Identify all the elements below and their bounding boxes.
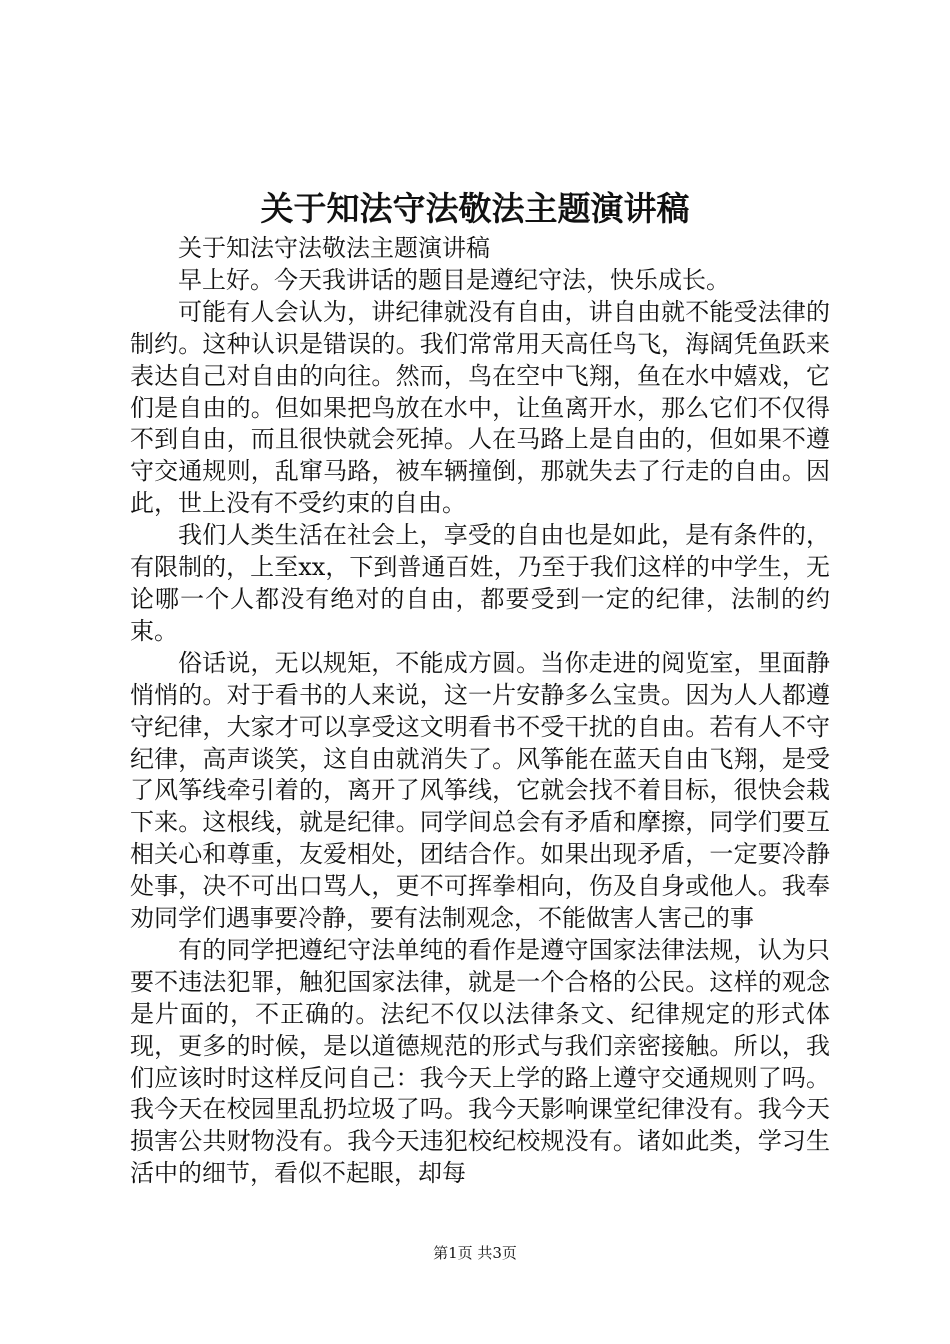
paragraph-subtitle: 关于知法守法敬法主题演讲稿 — [178, 234, 490, 262]
page-number-footer: 第1页 共3页 — [433, 1244, 517, 1262]
document-title: 关于知法守法敬法主题演讲稿 — [260, 189, 690, 228]
document-body — [130, 233, 830, 1190]
paragraph-society: 我们人类生活在社会上，享受的自由也是如此，是有条件的，有限制的，上至xx，下到普通百姓，乃至于我们这样的中学生，无论哪一个人都没有绝对的自由，都要受到一定的纪律，法制的约束。 — [130, 521, 830, 645]
paragraph-discipline: 有的同学把遵纪守法单纯的看作是遵守国家法律法规，认为只要不违法犯罪，触犯国家法律，就是一个合格的公民。这样的观念是片面的，不正确的。法纪不仅以法律条文、纪律规定的形式体现，更多的时候，是以道德规范的形式与我们亲密接触。所以，我们应该时时这样反问自己：我今天上学的路上遵守交通规则了吗。我今天在校园里乱扔垃圾了吗。我今天影响课堂纪律没有。我今天损害公共财物没有。我今天违犯校纪校规没有。诸如此类，学习生活中的细节，看似不起眼，却每 — [130, 935, 830, 1188]
paragraph-greeting: 早上好。今天我讲话的题目是遵纪守法，快乐成长。 — [178, 265, 730, 294]
paragraph-freedom: 可能有人会认为，讲纪律就没有自由，讲自由就不能受法律的制约。这种认识是错误的。我们常常用天高任鸟飞，海阔凭鱼跃来表达自己对自由的向往。然而，鸟在空中飞翔，鱼在水中嬉戏，它们是自由的。但如果把鸟放在水中，让鱼离开水，那么它们不仅得不到自由，而且很快就会死掉。人在马路上是自由的，但如果不遵守交通规则，乱窜马路，被车辆撞倒，那就失去了行走的自由。因此，世上没有不受约束的自由。 — [130, 297, 830, 518]
paragraph-rules: 俗话说，无以规矩，不能成方圆。当你走进的阅览室，里面静悄悄的。对于看书的人来说，这一片安静多么宝贵。因为人人都遵守纪律，大家才可以享受这文明看书不受干扰的自由。若有人不守纪律，高声谈笑，这自由就消失了。风筝能在蓝天自由飞翔，是受了风筝线牵引着的，离开了风筝线，它就会找不着目标，很快会栽下来。这根线，就是纪律。同学间总会有矛盾和摩擦，同学们要互相关心和尊重，友爱相处，团结合作。如果出现矛盾，一定要冷静处事，决不可出口骂人，更不可挥拳相向，伤及自身或他人。我奉劝同学们遇事要冷静，要有法制观念，不能做害人害己的事 — [130, 648, 830, 933]
